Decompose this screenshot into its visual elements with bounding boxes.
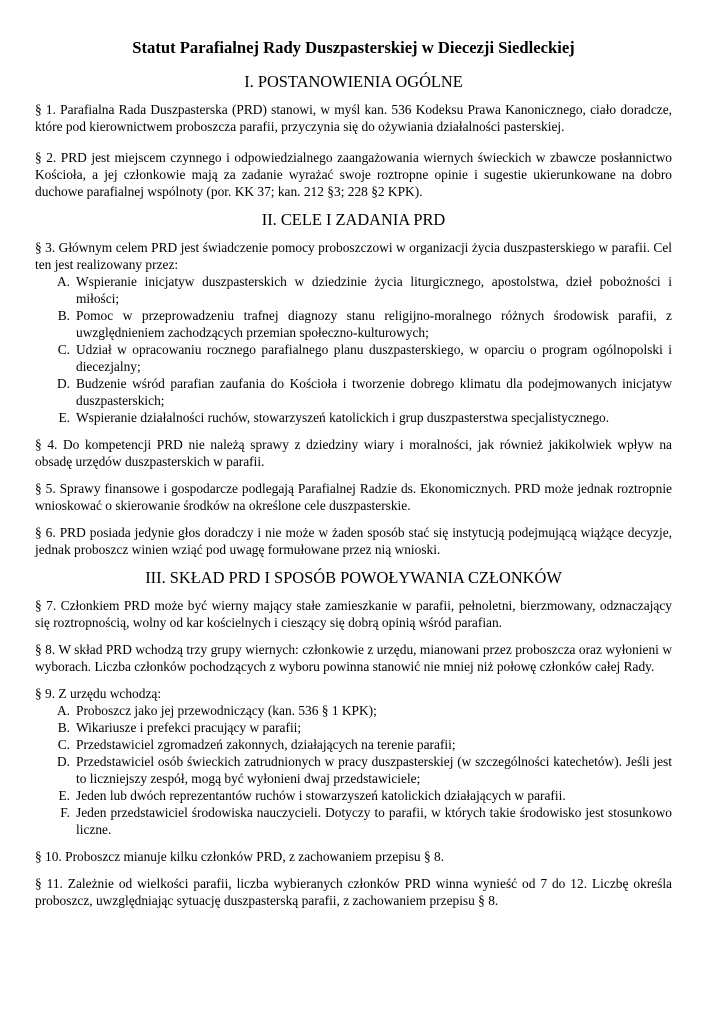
list-item bbox=[35, 375, 672, 409]
list-item bbox=[35, 307, 672, 341]
paragraph-9-intro: § 9. Z urzędu wchodzą: bbox=[35, 686, 162, 701]
list-item-text: Jeden lub dwóch reprezentantów ruchów i stowarzyszeń katolickich działających w parafii. bbox=[76, 788, 566, 803]
list-marker: B. bbox=[57, 720, 70, 735]
list-item-text: Pomoc w przeprowadzeniu trafnej diagnozy stanu religijno-moralnego różnych środowisk parafii, z uwzględnieniem zachodzących przemian społeczno-kulturowych; bbox=[76, 308, 672, 340]
list-marker: C. bbox=[57, 342, 70, 357]
list-item-text: Wikariusze i prefekci pracujący w parafii; bbox=[76, 720, 302, 735]
list-item bbox=[35, 719, 672, 736]
paragraph-4: § 4. Do kompetencji PRD nie należą sprawy z dziedziny wiary i moralności, jak również jakikolwiek wpływ na obsadę urzędów duszpasterskich w parafii. bbox=[35, 437, 672, 469]
section-heading-3: III. SKŁAD PRD I SPOSÓB POWOŁYWANIA CZŁONKÓW bbox=[145, 568, 562, 587]
list-marker: B. bbox=[57, 308, 70, 323]
list-item-text: Udział w opracowaniu rocznego parafialnego planu duszpasterskiego, w oparciu o program ogólnopolski i diecezjalny; bbox=[76, 342, 672, 374]
list-marker: A. bbox=[56, 703, 70, 718]
paragraph-3-intro: § 3. Głównym celem PRD jest świadczenie pomocy proboszczowi w organizacji życia duszpasterskiego w parafii. Cel ten jest realizowany przez: bbox=[35, 240, 672, 272]
list-item bbox=[35, 341, 672, 375]
paragraph-6: § 6. PRD posiada jedynie głos doradczy i nie może w żaden sposób stać się instytucją podejmującą wiążące decyzje, jednak proboszcz winien wziąć pod uwagę formułowane przez nią wnioski. bbox=[35, 525, 672, 557]
paragraph-2: § 2. PRD jest miejscem czynnego i odpowiedzialnego zaangażowania wiernych świeckich w zbawcze posłannictwo Kościoła, a jej członkowie mają za zadanie wyrażać swoje roztropne opinie i sugestie ukierunkowane na dobro duchowe parafialnej wspólnoty (por. KK 37; kan. 212 §3; 228 §2 KPK). bbox=[35, 150, 672, 199]
list-item-text: Wspieranie działalności ruchów, stowarzyszeń katolickich i grup duszpasterstwa specjalistycznego. bbox=[76, 410, 610, 425]
section-heading-1: I. POSTANOWIENIA OGÓLNE bbox=[244, 72, 463, 91]
list-item bbox=[35, 409, 672, 426]
list-marker: C. bbox=[57, 737, 70, 752]
list-item-text: Proboszcz jako jej przewodniczący (kan. 536 § 1 KPK); bbox=[76, 703, 377, 718]
document-title: Statut Parafialnej Rady Duszpasterskiej w Diecezji Siedleckiej bbox=[132, 38, 575, 57]
list-marker: F. bbox=[60, 805, 70, 820]
paragraph-11: § 11. Zależnie od wielkości parafii, liczba wybieranych członków PRD winna wynieść od 7 do 12. Liczbę określa proboszcz, uwzględniając sytuację duszpasterską parafii, z zachowaniem przepisu § 8. bbox=[35, 876, 672, 908]
list-item bbox=[35, 753, 672, 787]
paragraph-10: § 10. Proboszcz mianuje kilku członków PRD, z zachowaniem przepisu § 8. bbox=[35, 849, 445, 864]
list-marker: E. bbox=[58, 788, 70, 803]
section-heading-2: II. CELE I ZADANIA PRD bbox=[261, 210, 446, 229]
list-item-text: Jeden przedstawiciel środowiska nauczycieli. Dotyczy to parafii, w których takie środowisko jest stosunkowo liczne. bbox=[76, 805, 672, 837]
paragraph-1: § 1. Parafialna Rada Duszpasterska (PRD) stanowi, w myśl kan. 536 Kodeksu Prawa Kanonicznego, ciało doradcze, które pod kierownictwem proboszcza parafii, przyczynia się do ożywiania działalności pasterskiej. bbox=[35, 102, 672, 134]
list-item bbox=[35, 787, 672, 804]
list-item-text: Przedstawiciel osób świeckich zatrudnionych w pracy duszpasterskiej (w szczególności katechetów). Jeśli jest to liczniejszy zespół, mogą być wyłonieni dwaj przedstawiciele; bbox=[76, 754, 672, 786]
paragraph-3-list bbox=[35, 273, 672, 426]
paragraph-7: § 7. Członkiem PRD może być wierny mający stałe zamieszkanie w parafii, pełnoletni, bierzmowany, odznaczający się roztropnością, wolny od kar kościelnych i cieszący się dobrą opinią wśród parafian. bbox=[35, 598, 672, 630]
list-marker: D. bbox=[56, 376, 70, 391]
list-item bbox=[35, 702, 672, 719]
list-item bbox=[35, 804, 672, 838]
list-item-text: Budzenie wśród parafian zaufania do Kościoła i tworzenie dobrego klimatu dla podejmowanych inicjatyw duszpasterskich; bbox=[76, 376, 672, 408]
paragraph-9-list bbox=[35, 702, 672, 838]
list-item-text: Przedstawiciel zgromadzeń zakonnych, działających na terenie parafii; bbox=[76, 737, 456, 752]
list-marker: D. bbox=[56, 754, 70, 769]
list-marker: A. bbox=[56, 274, 70, 289]
list-item bbox=[35, 736, 672, 753]
list-item-text: Wspieranie inicjatyw duszpasterskich w dziedzinie życia liturgicznego, apostolstwa, dzieł pobożności i miłości; bbox=[76, 274, 672, 306]
list-item bbox=[35, 273, 672, 307]
list-marker: E. bbox=[58, 410, 70, 425]
paragraph-5: § 5. Sprawy finansowe i gospodarcze podlegają Parafialnej Radzie ds. Ekonomicznych. PRD może jednak roztropnie wnioskować o skierowanie środków na określone cele duszpasterskie. bbox=[35, 481, 672, 513]
paragraph-8: § 8. W skład PRD wchodzą trzy grupy wiernych: członkowie z urzędu, mianowani przez proboszcza oraz wyłonieni w wyborach. Liczba członków pochodzących z wyboru powinna stanowić nie mniej niż połowę członków całej Rady. bbox=[35, 642, 672, 674]
